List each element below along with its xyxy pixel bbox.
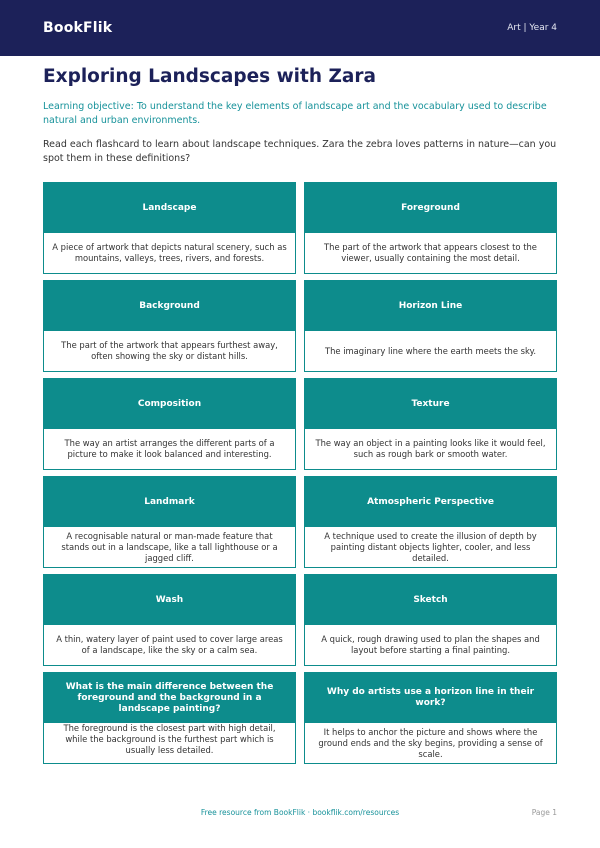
flashcard-definition: A technique used to create the illusion of depth by painting distant objects lighter, cooler, and less detailed. bbox=[324, 530, 537, 563]
flashcard-term: Horizon Line bbox=[305, 281, 556, 331]
question-prompt: What is the main difference between the foreground and the background in a landscape painting? bbox=[44, 673, 295, 723]
flashcard-term: Atmospheric Perspective bbox=[305, 477, 556, 527]
question-prompt: Why do artists use a horizon line in their work? bbox=[305, 673, 556, 723]
flashcard-definition: A recognisable natural or man-made feature that stands out in a landscape, like a tall lighthouse or a jagged cliff. bbox=[61, 530, 278, 563]
intro-text: Read each flashcard to learn about landscape techniques. Zara the zebra loves patterns in nature—can you spot them in these definitions? bbox=[43, 139, 557, 164]
page-title: Exploring Landscapes with Zara bbox=[43, 66, 376, 87]
flashcard-term: Sketch bbox=[305, 575, 556, 625]
flashcard[interactable] bbox=[304, 476, 557, 568]
flashcard-definition: The part of the artwork that appears furthest away, often showing the sky or distant hills. bbox=[61, 340, 278, 361]
flashcard-definition: A thin, watery layer of paint used to cover large areas of a landscape, like the sky or a calm sea. bbox=[56, 634, 283, 655]
flashcard[interactable] bbox=[43, 182, 296, 274]
flashcard[interactable] bbox=[304, 378, 557, 470]
question-card[interactable] bbox=[304, 672, 557, 764]
flashcard-definition: A quick, rough drawing used to plan the shapes and layout before starting a final painting. bbox=[321, 634, 540, 655]
flashcard[interactable] bbox=[43, 574, 296, 666]
flashcard-term: Landmark bbox=[44, 477, 295, 527]
flashcard-definition: The way an object in a painting looks like it would feel, such as rough bark or smooth water. bbox=[315, 438, 546, 459]
flashcard-definition: The part of the artwork that appears closest to the viewer, usually containing the most detail. bbox=[324, 242, 537, 263]
question-answer: It helps to anchor the picture and shows where the ground ends and the sky begins, providing a sense of scale. bbox=[318, 726, 543, 759]
question-answer: The foreground is the closest part with high detail, while the background is the furthest part which is usually less detailed. bbox=[63, 723, 276, 755]
flashcard-definition: A piece of artwork that depicts natural scenery, such as mountains, valleys, trees, rivers, and forests. bbox=[52, 242, 287, 263]
flashcard[interactable] bbox=[304, 280, 557, 372]
flashcard[interactable] bbox=[43, 378, 296, 470]
flashcard-grid bbox=[43, 182, 557, 764]
flashcard[interactable] bbox=[43, 476, 296, 568]
brand-logo[interactable]: BookFlik bbox=[43, 20, 113, 36]
footer-credit[interactable]: Free resource from BookFlik · bookflik.com/resources bbox=[200, 808, 400, 817]
flashcard-definition: The imaginary line where the earth meets the sky. bbox=[324, 345, 537, 356]
flashcard-term: Foreground bbox=[305, 183, 556, 233]
flashcard-term: Landscape bbox=[44, 183, 295, 233]
flashcard-term: Background bbox=[44, 281, 295, 331]
page-number: Page 1 bbox=[531, 808, 557, 817]
flashcard-definition: The way an artist arranges the different parts of a picture to make it look balanced and interesting. bbox=[64, 438, 275, 459]
flashcard-term: Composition bbox=[44, 379, 295, 429]
flashcard-term: Texture bbox=[305, 379, 556, 429]
question-card[interactable] bbox=[43, 672, 296, 764]
flashcard[interactable] bbox=[43, 280, 296, 372]
flashcard-term: Wash bbox=[44, 575, 295, 625]
subject-label: Art | Year 4 bbox=[507, 23, 557, 33]
header-bar bbox=[0, 0, 600, 56]
flashcard[interactable] bbox=[304, 574, 557, 666]
flashcard[interactable] bbox=[304, 182, 557, 274]
learning-objective: Learning objective: To understand the key elements of landscape art and the vocabulary used to describe natural and urban environments. bbox=[43, 101, 547, 126]
